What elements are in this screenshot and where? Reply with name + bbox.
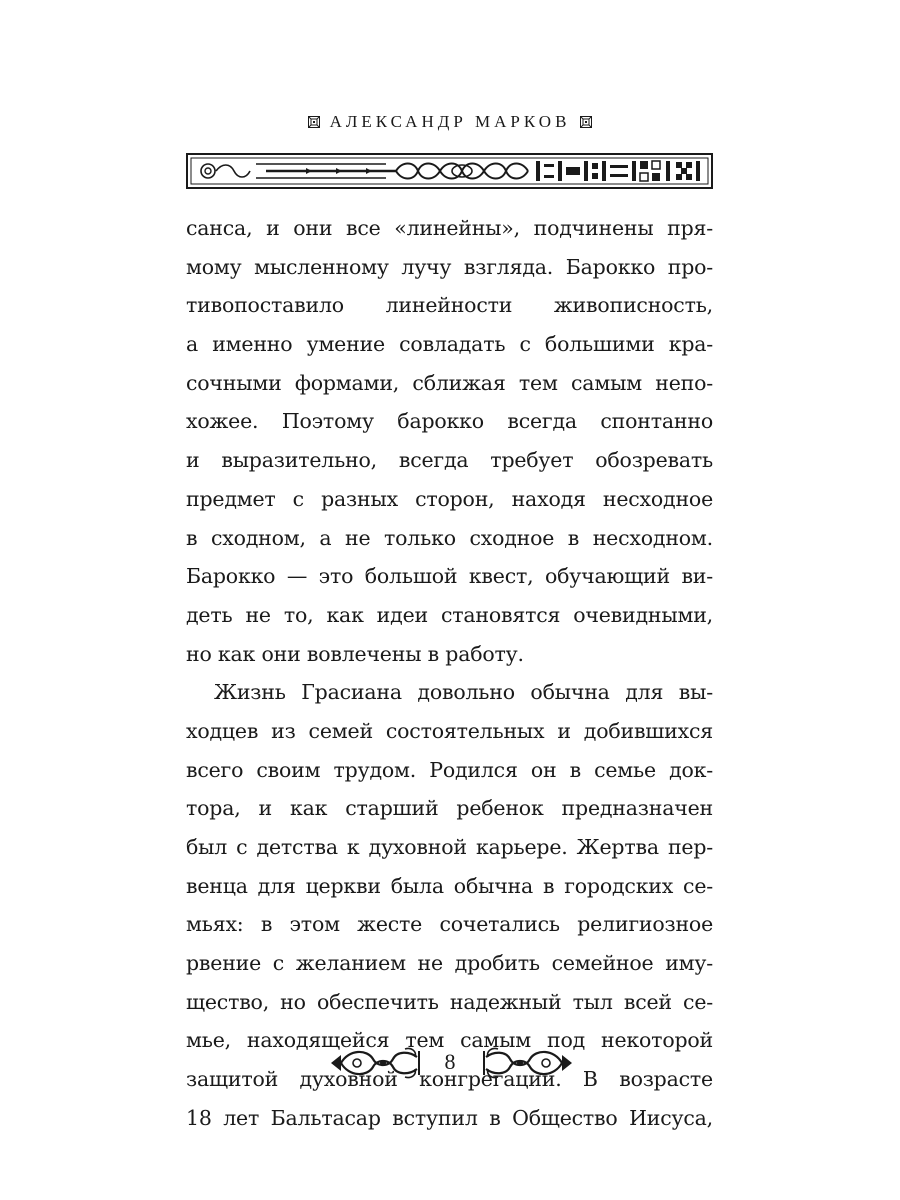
square-knot-ornament-icon <box>308 116 320 128</box>
text-line: в сходном, а не только сходное в несходном. <box>186 525 713 550</box>
square-knot-ornament-icon <box>580 116 592 128</box>
scroll-ornament-icon <box>480 1043 576 1083</box>
text-line: рвение с желанием не дробить семейное иму- <box>186 951 713 976</box>
running-head <box>0 112 900 132</box>
text-line: деть не то, как идеи становятся очевидными, <box>186 602 713 627</box>
text-line: и выразительно, всегда требует обозревать <box>186 448 713 473</box>
text-line: 18 лет Бальтасар вступил в Общество Иисуса, <box>186 1105 713 1130</box>
text-line: предмет с разных сторон, находя несходное <box>186 486 713 511</box>
page-footer <box>0 1043 900 1083</box>
body-text <box>186 209 713 1138</box>
text-line: мьях: в этом жесте сочетались религиозное <box>186 912 713 937</box>
text-line: сочными формами, сближая тем самым непо- <box>186 370 713 395</box>
text-line: венца для церкви была обычна в городских се- <box>186 873 713 898</box>
text-line: хожее. Поэтому барокко всегда спонтанно <box>186 409 713 434</box>
text-line: но как они вовлечены в работу. <box>186 641 524 666</box>
text-line: ходцев из семей состоятельных и добившихся <box>186 718 713 743</box>
text-line: тивопоставило линейности живописность, <box>186 293 713 318</box>
author-name: АЛЕКСАНДР МАРКОВ <box>329 112 571 131</box>
text-line: был с детства к духовной карьере. Жертва пер- <box>186 835 713 859</box>
text-line: защитой духовной конгрегации. В возрасте <box>186 1067 713 1092</box>
text-line: Барокко — это большой квест, обучающий ви- <box>186 564 713 589</box>
decorative-header-band-icon <box>186 153 713 189</box>
text-line: тора, и как старший ребенок предназначен <box>186 796 713 821</box>
text-line: санса, и они все «линейны», подчинены пря- <box>186 216 713 240</box>
text-line: мому мысленному лучу взгляда. Барокко про- <box>186 254 713 279</box>
text-line: Жизнь Грасиана довольно обычна для вы- <box>214 680 713 705</box>
text-line: щество, но обеспечить надежный тыл всей се- <box>186 989 713 1014</box>
text-line: а именно умение совладать с большими кра- <box>186 332 713 357</box>
page-number: 8 <box>444 1049 456 1074</box>
text-line: всего своим трудом. Родился он в семье док- <box>186 757 713 782</box>
text-line: мье, находящейся тем самым под некоторой <box>186 1028 713 1053</box>
